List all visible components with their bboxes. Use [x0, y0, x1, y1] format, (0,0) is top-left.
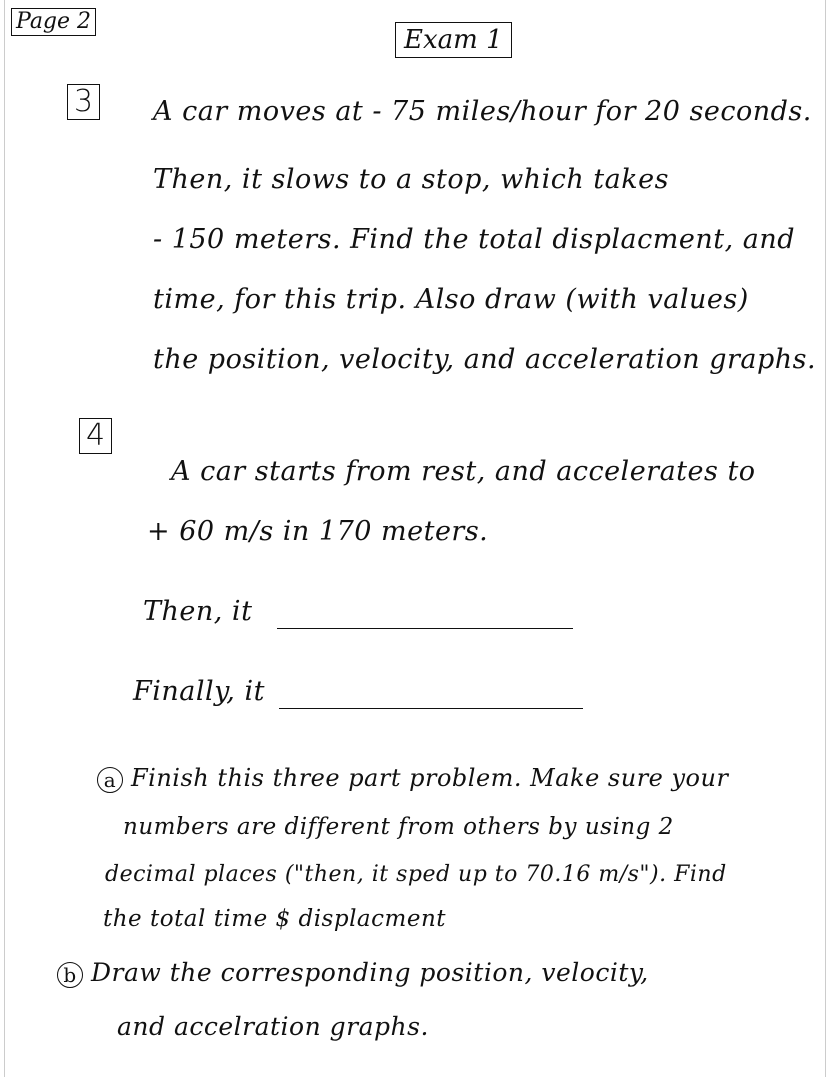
then-label: Then, it [143, 596, 253, 627]
page-number-label: Page 2 [11, 8, 96, 36]
part-b-line-1 [57, 958, 649, 988]
part-b-line-2: and accelration graphs. [117, 1012, 429, 1041]
part-a-line-4: the total time $ displacment [103, 906, 446, 932]
problem-4-number: 4 [79, 418, 112, 454]
problem-3-line-3: - 150 meters. Find the total displacment, and [153, 224, 796, 255]
exam-title: Exam 1 [395, 22, 512, 58]
problem-4-line-2: + 60 m/s in 170 meters. [147, 516, 489, 547]
problem-3-line-4: time, for this trip. Also draw (with values) [153, 284, 749, 315]
part-a-line-3: decimal places ("then, it sped up to 70.16 m/s"). Find [105, 862, 727, 887]
problem-3-line-2: Then, it slows to a stop, which takes [153, 164, 669, 195]
part-a-text-1: Finish this three part problem. Make sure your [131, 764, 729, 792]
exam-page [4, 0, 826, 1077]
problem-4-line-1: A car starts from rest, and accelerates to [171, 456, 756, 487]
part-b-marker: b [57, 962, 83, 988]
part-a-line-2: numbers are different from others by using 2 [123, 814, 674, 840]
part-b-text-1: Draw the corresponding position, velocity, [91, 958, 649, 987]
problem-3-line-1: A car moves at - 75 miles/hour for 20 seconds. [153, 96, 812, 127]
problem-3-number: 3 [67, 84, 100, 120]
part-a-line-1 [97, 764, 728, 793]
problem-3-line-5: the position, velocity, and acceleration graphs. [153, 344, 817, 375]
finally-blank-line [279, 708, 583, 709]
finally-label: Finally, it [133, 676, 265, 707]
then-blank-line [277, 628, 573, 629]
part-a-marker: a [97, 767, 123, 793]
